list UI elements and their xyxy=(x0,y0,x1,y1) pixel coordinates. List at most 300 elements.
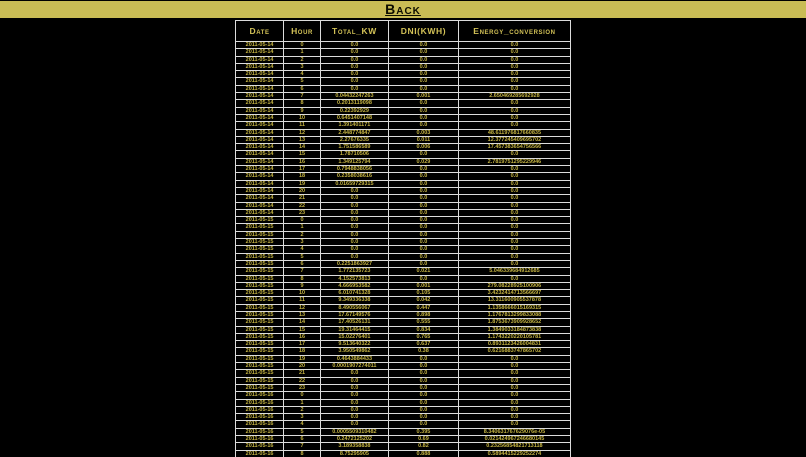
table-row xyxy=(236,260,571,267)
table-row xyxy=(236,180,571,187)
cell-hour: 12 xyxy=(284,129,321,136)
cell-date: 2011-05-14 xyxy=(236,78,284,85)
cell-date: 2011-05-14 xyxy=(236,144,284,151)
cell-dni: 0.0 xyxy=(388,151,458,158)
col-header-energy-conversion: Energy_conversion xyxy=(458,21,570,42)
table-row xyxy=(236,173,571,180)
cell-dni: 0.0 xyxy=(388,42,458,49)
cell-energy-conversion: 5.046339684912685 xyxy=(458,268,570,275)
cell-energy-conversion: 0.0 xyxy=(458,377,570,384)
cell-date: 2011-05-15 xyxy=(236,290,284,297)
cell-date: 2011-05-14 xyxy=(236,187,284,194)
cell-hour: 0 xyxy=(284,217,321,224)
cell-total-kw: 0.0 xyxy=(320,42,388,49)
cell-date: 2011-05-16 xyxy=(236,428,284,435)
cell-hour: 1 xyxy=(284,224,321,231)
cell-energy-conversion: 0.0 xyxy=(458,239,570,246)
cell-dni: 0.0 xyxy=(388,122,458,129)
cell-total-kw: 0.0 xyxy=(320,246,388,253)
cell-energy-conversion: 0.0 xyxy=(458,246,570,253)
cell-total-kw: 1.78710506 xyxy=(320,151,388,158)
cell-dni: 0.0 xyxy=(388,370,458,377)
cell-date: 2011-05-14 xyxy=(236,63,284,70)
cell-energy-conversion: 0.6216883747865702 xyxy=(458,348,570,355)
cell-dni: 0.0 xyxy=(388,180,458,187)
table-row xyxy=(236,136,571,143)
cell-energy-conversion: 0.0 xyxy=(458,253,570,260)
table-row xyxy=(236,71,571,78)
cell-hour: 15 xyxy=(284,326,321,333)
table-row xyxy=(236,355,571,362)
cell-total-kw: 4.666953582 xyxy=(320,282,388,289)
cell-energy-conversion: 0.0 xyxy=(458,173,570,180)
table-row xyxy=(236,187,571,194)
cell-date: 2011-05-16 xyxy=(236,392,284,399)
cell-date: 2011-05-16 xyxy=(236,406,284,413)
cell-dni: 0.0 xyxy=(388,187,458,194)
cell-date: 2011-05-15 xyxy=(236,275,284,282)
cell-date: 2011-05-14 xyxy=(236,166,284,173)
cell-total-kw: 19.31464415 xyxy=(320,326,388,333)
cell-energy-conversion: 3.4232414713566697 xyxy=(458,290,570,297)
cell-hour: 16 xyxy=(284,333,321,340)
table-row xyxy=(236,56,571,63)
cell-energy-conversion: 1.1358666015169315 xyxy=(458,304,570,311)
cell-hour: 14 xyxy=(284,319,321,326)
cell-date: 2011-05-15 xyxy=(236,348,284,355)
table-row xyxy=(236,107,571,114)
cell-dni: 0.0 xyxy=(388,355,458,362)
cell-date: 2011-05-16 xyxy=(236,414,284,421)
cell-date: 2011-05-15 xyxy=(236,304,284,311)
cell-hour: 21 xyxy=(284,370,321,377)
cell-date: 2011-05-14 xyxy=(236,158,284,165)
table-row xyxy=(236,224,571,231)
cell-dni: 0.898 xyxy=(388,311,458,318)
table-row xyxy=(236,42,571,49)
cell-hour: 18 xyxy=(284,348,321,355)
cell-energy-conversion: 0.0 xyxy=(458,180,570,187)
cell-date: 2011-05-14 xyxy=(236,85,284,92)
cell-total-kw: 1.772135723 xyxy=(320,268,388,275)
cell-total-kw: 1.751586589 xyxy=(320,144,388,151)
cell-hour: 4 xyxy=(284,246,321,253)
table-body xyxy=(236,42,571,457)
cell-energy-conversion: 0.0 xyxy=(458,209,570,216)
table-row xyxy=(236,333,571,340)
table-row xyxy=(236,166,571,173)
cell-dni: 0.0 xyxy=(388,56,458,63)
cell-hour: 17 xyxy=(284,166,321,173)
cell-energy-conversion: 0.0 xyxy=(458,85,570,92)
cell-dni: 0.0 xyxy=(388,63,458,70)
cell-dni: 0.0 xyxy=(388,71,458,78)
cell-date: 2011-05-15 xyxy=(236,377,284,384)
table-row xyxy=(236,406,571,413)
cell-total-kw: 0.0 xyxy=(320,414,388,421)
table-row xyxy=(236,85,571,92)
cell-hour: 7 xyxy=(284,443,321,450)
cell-dni: 0.0 xyxy=(388,406,458,413)
table-row xyxy=(236,93,571,100)
cell-energy-conversion: 0.0 xyxy=(458,224,570,231)
cell-dni: 0.69 xyxy=(388,436,458,443)
cell-hour: 5 xyxy=(284,428,321,435)
cell-dni: 0.0 xyxy=(388,414,458,421)
cell-date: 2011-05-14 xyxy=(236,195,284,202)
cell-total-kw: 0.2472125202 xyxy=(320,436,388,443)
cell-hour: 3 xyxy=(284,63,321,70)
cell-energy-conversion: 0.0 xyxy=(458,187,570,194)
cell-dni: 0.0 xyxy=(388,231,458,238)
cell-energy-conversion: 1.1767813299833088 xyxy=(458,311,570,318)
cell-hour: 5 xyxy=(284,253,321,260)
cell-hour: 2 xyxy=(284,406,321,413)
cell-date: 2011-05-16 xyxy=(236,443,284,450)
cell-dni: 0.637 xyxy=(388,341,458,348)
cell-date: 2011-05-14 xyxy=(236,202,284,209)
col-header-total-kw: Total_KW xyxy=(320,21,388,42)
table-row xyxy=(236,392,571,399)
cell-hour: 6 xyxy=(284,260,321,267)
cell-energy-conversion: 12.377245409695702 xyxy=(458,136,570,143)
cell-hour: 6 xyxy=(284,436,321,443)
table-row xyxy=(236,319,571,326)
table-row xyxy=(236,399,571,406)
table-row xyxy=(236,384,571,391)
table-row xyxy=(236,311,571,318)
cell-energy-conversion: 0.0 xyxy=(458,49,570,56)
cell-dni: 0.0 xyxy=(388,224,458,231)
cell-total-kw: 0.0001907274011 xyxy=(320,363,388,370)
cell-date: 2011-05-16 xyxy=(236,421,284,428)
table-row xyxy=(236,275,571,282)
cell-date: 2011-05-14 xyxy=(236,151,284,158)
cell-dni: 0.82 xyxy=(388,443,458,450)
table-row xyxy=(236,114,571,121)
cell-energy-conversion: 0.0 xyxy=(458,114,570,121)
cell-total-kw: 0.0 xyxy=(320,209,388,216)
table-row xyxy=(236,122,571,129)
cell-hour: 18 xyxy=(284,173,321,180)
cell-date: 2011-05-14 xyxy=(236,114,284,121)
cell-total-kw: 0.0 xyxy=(320,187,388,194)
table-row xyxy=(236,217,571,224)
cell-dni: 0.001 xyxy=(388,282,458,289)
cell-total-kw: 0.0005509310482 xyxy=(320,428,388,435)
cell-total-kw: 2.448774847 xyxy=(320,129,388,136)
cell-date: 2011-05-14 xyxy=(236,136,284,143)
cell-dni: 0.0 xyxy=(388,202,458,209)
cell-date: 2011-05-16 xyxy=(236,450,284,457)
table-row xyxy=(236,450,571,457)
cell-hour: 9 xyxy=(284,282,321,289)
cell-total-kw: 9.349336338 xyxy=(320,297,388,304)
table-row xyxy=(236,151,571,158)
cell-energy-conversion: 0.0 xyxy=(458,370,570,377)
cell-date: 2011-05-15 xyxy=(236,384,284,391)
cell-date: 2011-05-15 xyxy=(236,246,284,253)
cell-energy-conversion: 0.0 xyxy=(458,355,570,362)
cell-total-kw: 0.0 xyxy=(320,56,388,63)
cell-hour: 13 xyxy=(284,311,321,318)
cell-hour: 12 xyxy=(284,304,321,311)
table-header xyxy=(236,21,571,42)
back-link[interactable]: Back xyxy=(385,1,421,17)
cell-hour: 7 xyxy=(284,268,321,275)
cell-date: 2011-05-16 xyxy=(236,436,284,443)
cell-date: 2011-05-15 xyxy=(236,363,284,370)
cell-date: 2011-05-14 xyxy=(236,129,284,136)
cell-total-kw: 1.391401171 xyxy=(320,122,388,129)
cell-total-kw: 0.0 xyxy=(320,253,388,260)
cell-total-kw: 0.0 xyxy=(320,231,388,238)
cell-date: 2011-05-14 xyxy=(236,100,284,107)
cell-hour: 13 xyxy=(284,136,321,143)
cell-total-kw: 3.950549862 xyxy=(320,348,388,355)
cell-date: 2011-05-14 xyxy=(236,71,284,78)
table-row xyxy=(236,78,571,85)
cell-hour: 23 xyxy=(284,384,321,391)
cell-hour: 15 xyxy=(284,151,321,158)
cell-dni: 0.0 xyxy=(388,114,458,121)
cell-total-kw: 0.0 xyxy=(320,239,388,246)
cell-total-kw: 4.152573813 xyxy=(320,275,388,282)
cell-dni: 0.105 xyxy=(388,290,458,297)
cell-hour: 4 xyxy=(284,71,321,78)
cell-energy-conversion: 0.0 xyxy=(458,107,570,114)
cell-energy-conversion: 0.0 xyxy=(458,421,570,428)
cell-date: 2011-05-15 xyxy=(236,268,284,275)
cell-date: 2011-05-16 xyxy=(236,399,284,406)
cell-total-kw: 0.6451407148 xyxy=(320,114,388,121)
table-row xyxy=(236,443,571,450)
cell-total-kw: 9.513640322 xyxy=(320,341,388,348)
cell-date: 2011-05-15 xyxy=(236,297,284,304)
cell-energy-conversion: 0.0 xyxy=(458,202,570,209)
cell-hour: 20 xyxy=(284,363,321,370)
cell-hour: 19 xyxy=(284,355,321,362)
col-header-date: Date xyxy=(236,21,284,42)
cell-date: 2011-05-15 xyxy=(236,253,284,260)
cell-total-kw: 17.40526131 xyxy=(320,319,388,326)
table-row xyxy=(236,414,571,421)
cell-date: 2011-05-15 xyxy=(236,282,284,289)
cell-energy-conversion: 0.021424967246680145 xyxy=(458,436,570,443)
cell-total-kw: 0.0 xyxy=(320,392,388,399)
table-row xyxy=(236,129,571,136)
cell-dni: 0.0 xyxy=(388,392,458,399)
cell-total-kw: 0.4643884433 xyxy=(320,355,388,362)
cell-dni: 0.888 xyxy=(388,450,458,457)
cell-total-kw: 6.010741328 xyxy=(320,290,388,297)
table-row xyxy=(236,268,571,275)
cell-dni: 0.0 xyxy=(388,239,458,246)
cell-date: 2011-05-14 xyxy=(236,93,284,100)
cell-total-kw: 0.7948838056 xyxy=(320,166,388,173)
cell-dni: 0.0 xyxy=(388,253,458,260)
col-header-hour: Hour xyxy=(284,21,321,42)
cell-hour: 10 xyxy=(284,290,321,297)
cell-hour: 8 xyxy=(284,100,321,107)
cell-dni: 0.0 xyxy=(388,107,458,114)
table-row xyxy=(236,246,571,253)
cell-date: 2011-05-14 xyxy=(236,107,284,114)
cell-total-kw: 0.2013119098 xyxy=(320,100,388,107)
cell-dni: 0.042 xyxy=(388,297,458,304)
cell-total-kw: 0.22392929 xyxy=(320,107,388,114)
cell-total-kw: 0.0 xyxy=(320,370,388,377)
cell-date: 2011-05-15 xyxy=(236,370,284,377)
cell-total-kw: 8.75295905 xyxy=(320,450,388,457)
cell-dni: 0.006 xyxy=(388,144,458,151)
table-header-row xyxy=(236,21,571,42)
table-row xyxy=(236,326,571,333)
table-row xyxy=(236,297,571,304)
cell-dni: 0.0 xyxy=(388,209,458,216)
cell-dni: 0.834 xyxy=(388,326,458,333)
cell-total-kw: 8.490556067 xyxy=(320,304,388,311)
cell-hour: 22 xyxy=(284,202,321,209)
cell-hour: 0 xyxy=(284,392,321,399)
top-bar xyxy=(0,0,806,18)
cell-hour: 21 xyxy=(284,195,321,202)
cell-dni: 0.0 xyxy=(388,377,458,384)
cell-dni: 0.765 xyxy=(388,333,458,340)
cell-dni: 0.001 xyxy=(388,93,458,100)
cell-hour: 11 xyxy=(284,297,321,304)
cell-dni: 0.0 xyxy=(388,421,458,428)
cell-energy-conversion: 0.0 xyxy=(458,78,570,85)
cell-date: 2011-05-15 xyxy=(236,239,284,246)
cell-dni: 0.38 xyxy=(388,348,458,355)
cell-hour: 7 xyxy=(284,93,321,100)
cell-hour: 8 xyxy=(284,450,321,457)
solar-data-table xyxy=(235,20,571,457)
cell-energy-conversion: 0.0 xyxy=(458,392,570,399)
cell-date: 2011-05-15 xyxy=(236,217,284,224)
cell-hour: 19 xyxy=(284,180,321,187)
cell-dni: 0.0 xyxy=(388,195,458,202)
cell-date: 2011-05-14 xyxy=(236,173,284,180)
cell-total-kw: 0.04432247263 xyxy=(320,93,388,100)
cell-hour: 2 xyxy=(284,56,321,63)
table-row xyxy=(236,100,571,107)
cell-hour: 10 xyxy=(284,114,321,121)
cell-energy-conversion: 2.650469285692928 xyxy=(458,93,570,100)
cell-energy-conversion: 0.0 xyxy=(458,414,570,421)
table-row xyxy=(236,195,571,202)
cell-hour: 23 xyxy=(284,209,321,216)
cell-energy-conversion: 0.0 xyxy=(458,217,570,224)
cell-hour: 17 xyxy=(284,341,321,348)
cell-date: 2011-05-14 xyxy=(236,49,284,56)
col-header-dni: DNI(KWH) xyxy=(388,21,458,42)
cell-energy-conversion: 0.0 xyxy=(458,122,570,129)
cell-energy-conversion: 1.1743220220105781 xyxy=(458,333,570,340)
cell-total-kw: 0.0 xyxy=(320,71,388,78)
cell-hour: 3 xyxy=(284,239,321,246)
cell-energy-conversion: 279.08228925100906 xyxy=(458,282,570,289)
cell-dni: 0.0 xyxy=(388,246,458,253)
cell-energy-conversion: 0.0 xyxy=(458,231,570,238)
cell-energy-conversion: 0.0 xyxy=(458,260,570,267)
cell-energy-conversion: 1.3849033184873838 xyxy=(458,326,570,333)
cell-energy-conversion: 0.0 xyxy=(458,399,570,406)
table-row xyxy=(236,202,571,209)
table-row xyxy=(236,63,571,70)
cell-energy-conversion: 0.0 xyxy=(458,42,570,49)
cell-hour: 22 xyxy=(284,377,321,384)
cell-dni: 0.0 xyxy=(388,275,458,282)
cell-hour: 11 xyxy=(284,122,321,129)
cell-dni: 0.0 xyxy=(388,384,458,391)
cell-energy-conversion: 0.0 xyxy=(458,71,570,78)
cell-hour: 4 xyxy=(284,421,321,428)
table-row xyxy=(236,282,571,289)
cell-date: 2011-05-15 xyxy=(236,224,284,231)
table-row xyxy=(236,363,571,370)
cell-date: 2011-05-15 xyxy=(236,355,284,362)
cell-energy-conversion: 0.23256854821713118 xyxy=(458,443,570,450)
table-row xyxy=(236,158,571,165)
cell-total-kw: 0.0 xyxy=(320,78,388,85)
table-row xyxy=(236,253,571,260)
cell-energy-conversion: 13.311600905537878 xyxy=(458,297,570,304)
table-row xyxy=(236,428,571,435)
cell-total-kw: 0.0 xyxy=(320,63,388,70)
cell-dni: 0.0 xyxy=(388,260,458,267)
cell-total-kw: 0.2251863927 xyxy=(320,260,388,267)
cell-dni: 0.0 xyxy=(388,166,458,173)
cell-total-kw: 0.0 xyxy=(320,217,388,224)
cell-energy-conversion: 1.8753673909928652 xyxy=(458,319,570,326)
cell-energy-conversion: 0.0 xyxy=(458,406,570,413)
cell-dni: 0.021 xyxy=(388,268,458,275)
cell-total-kw: 0.0 xyxy=(320,399,388,406)
table-row xyxy=(236,49,571,56)
cell-hour: 5 xyxy=(284,78,321,85)
table-row xyxy=(236,370,571,377)
table-row xyxy=(236,348,571,355)
cell-hour: 8 xyxy=(284,275,321,282)
cell-date: 2011-05-15 xyxy=(236,326,284,333)
cell-dni: 0.0 xyxy=(388,49,458,56)
cell-dni: 0.029 xyxy=(388,158,458,165)
cell-energy-conversion: 8.340631767629076e-05 xyxy=(458,428,570,435)
cell-dni: 0.011 xyxy=(388,136,458,143)
cell-date: 2011-05-15 xyxy=(236,311,284,318)
cell-energy-conversion: 2.7819751295229946 xyxy=(458,158,570,165)
cell-total-kw: 0.0 xyxy=(320,384,388,391)
cell-total-kw: 0.0 xyxy=(320,49,388,56)
cell-dni: 0.447 xyxy=(388,304,458,311)
cell-dni: 0.0 xyxy=(388,173,458,180)
cell-energy-conversion: 17.457383654756566 xyxy=(458,144,570,151)
table-row xyxy=(236,231,571,238)
cell-date: 2011-05-15 xyxy=(236,260,284,267)
cell-dni: 0.0 xyxy=(388,100,458,107)
cell-energy-conversion: 0.0 xyxy=(458,63,570,70)
cell-energy-conversion: 0.0 xyxy=(458,151,570,158)
cell-hour: 0 xyxy=(284,42,321,49)
cell-date: 2011-05-15 xyxy=(236,341,284,348)
cell-total-kw: 0.2358038616 xyxy=(320,173,388,180)
cell-total-kw: 2.27676335 xyxy=(320,136,388,143)
cell-hour: 16 xyxy=(284,158,321,165)
table-row xyxy=(236,239,571,246)
cell-total-kw: 1.349125794 xyxy=(320,158,388,165)
